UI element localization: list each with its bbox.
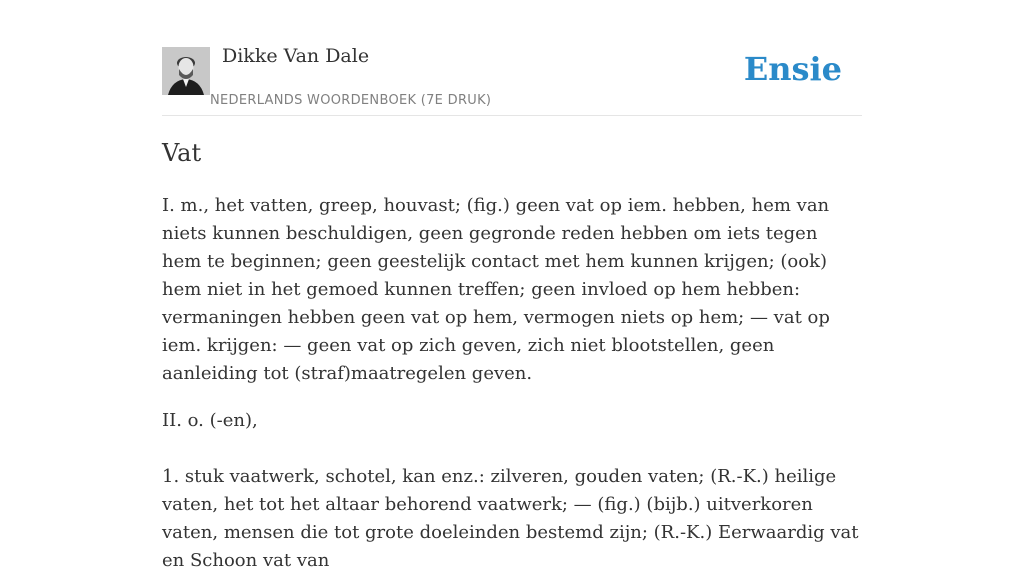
portrait-photo-icon: [162, 47, 210, 95]
entry-title: Vat: [162, 139, 202, 167]
entry-content: [162, 192, 862, 575]
definition-paragraph: 1. stuk vaatwerk, schotel, kan enz.: zilveren, gouden vaten; (R.-K.) heilige vaten, het tot het altaar behorend vaatwerk; — (fig.) (bijb.) uitverkoren vaten, mensen die tot grote doeleinden bestemd zijn; (R.-K.) Eerwaardig vat en Schoon vat van: [162, 466, 859, 571]
source-name[interactable]: NEDERLANDS WOORDENBOEK (7E DRUK): [210, 93, 492, 108]
author-name[interactable]: Dikke Van Dale: [222, 45, 370, 67]
site-logo[interactable]: Ensie: [743, 50, 842, 88]
author-avatar[interactable]: [162, 47, 210, 95]
definition-paragraph: II. o. (-en),: [162, 410, 258, 431]
header: [162, 0, 862, 116]
definition-paragraph: I. m., het vatten, greep, houvast; (fig.) geen vat op iem. hebben, hem van niets kunnen beschuldigen, geen gegronde reden hebben om iets tegen hem te beginnen; geen geestelijk contact met hem kunnen krijgen; (ook) hem niet in het gemoed kunnen treffen; geen invloed op hem hebben: vermaningen hebben geen vat op hem, vermogen niets op hem; — vat op iem. krijgen: — geen vat op zich geven, zich niet blootstellen, geen aanleiding tot (straf)maatregelen geven.: [162, 195, 830, 384]
